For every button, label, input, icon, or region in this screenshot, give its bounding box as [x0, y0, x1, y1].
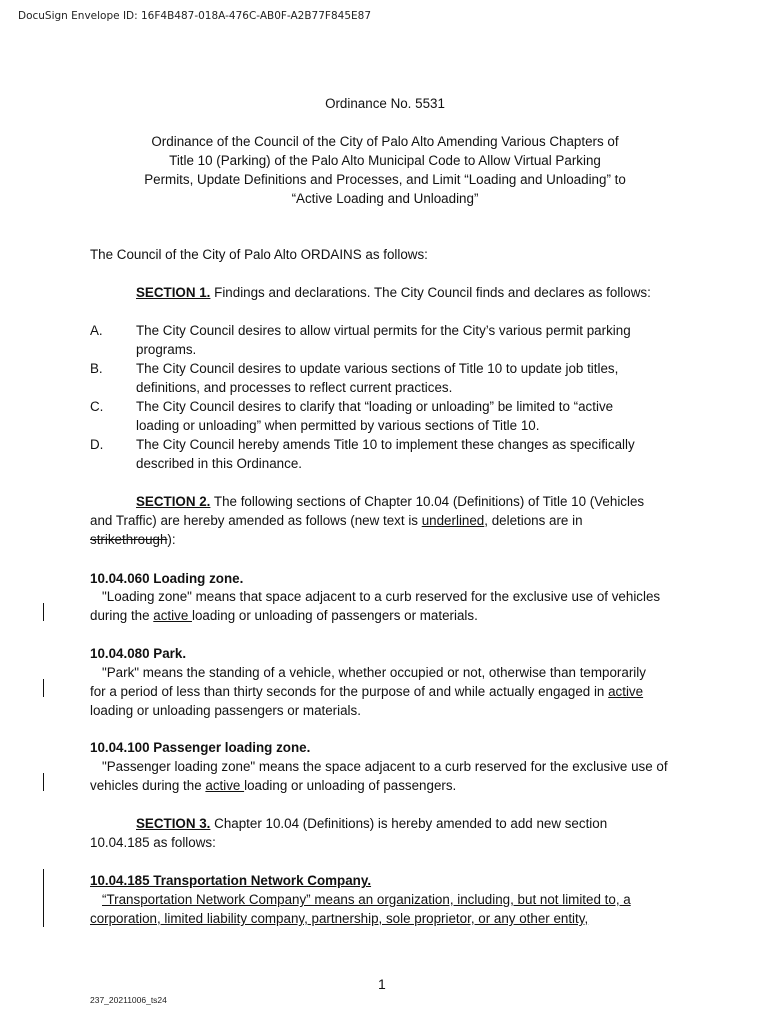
finding-d-letter: D. [90, 437, 104, 452]
section-2-line-2-post: , deletions are in [484, 513, 583, 528]
ordinance-title-line-2: Title 10 (Parking) of the Palo Alto Municipal Code to Allow Virtual Parking [169, 153, 601, 168]
finding-b-line-2: definitions, and processes to reflect current practices. [136, 380, 453, 395]
section-3-text: Chapter 10.04 (Definitions) is hereby amended to add new section [210, 816, 608, 831]
section-2-line-1 [136, 493, 644, 510]
strikethrough-example: strikethrough [90, 532, 168, 547]
finding-c-line-2: loading or unloading” when permitted by various sections of Title 10. [136, 418, 540, 433]
finding-b-letter: B. [90, 361, 103, 376]
section-2-label: SECTION 2. [136, 494, 211, 509]
definition-100-line-2-post: loading or unloading of passengers. [244, 778, 457, 793]
definition-080-line-2-pre: for a period of less than thirty seconds for the purpose of and while actually engaged in [90, 684, 609, 699]
finding-c-letter: C. [90, 399, 104, 414]
ordinance-title-line-1: Ordinance of the Council of the City of Palo Alto Amending Various Chapters of [151, 134, 619, 149]
inserted-text-active: active [205, 778, 245, 793]
definition-060-line-2-pre: during the [90, 608, 154, 623]
definition-060-line-2 [90, 607, 478, 624]
definition-185-line-2: corporation, limited liability company, partnership, sole proprietor, or any other entity, [90, 911, 589, 926]
definition-080-line-1: "Park" means the standing of a vehicle, whether occupied or not, otherwise than temporarily [102, 665, 646, 680]
definition-185-heading: 10.04.185 Transportation Network Company. [90, 873, 372, 888]
change-bar [43, 603, 44, 621]
finding-b-line-1: The City Council desires to update various sections of Title 10 to update job titles, [136, 361, 619, 376]
footer-doc-code: 237_20211006_ts24 [90, 995, 167, 1005]
definition-185-line-1 [90, 891, 631, 908]
section-2-line-3 [90, 531, 176, 548]
inserted-text-active: active [153, 608, 192, 623]
definition-100-heading: 10.04.100 Passenger loading zone. [90, 740, 311, 755]
change-bar [43, 773, 44, 791]
section-1-text: Findings and declarations. The City Council finds and declares as follows: [210, 285, 651, 300]
definition-100-line-2-pre: vehicles during the [90, 778, 206, 793]
definition-100-line-2 [90, 777, 456, 794]
finding-a-line-1: The City Council desires to allow virtual permits for the City’s various permit parking [136, 323, 631, 338]
underlined-example: underlined [421, 513, 485, 528]
intro-statement: The Council of the City of Palo Alto ORDAINS as follows: [90, 247, 428, 262]
ordinance-number: Ordinance No. 5531 [325, 96, 445, 111]
definition-185-line-1-text: “Transportation Network Company” means an organization, including, but not limited to, a [102, 892, 631, 907]
finding-c-line-1: The City Council desires to clarify that “loading or unloading” be limited to “active [136, 399, 614, 414]
definition-080-line-3: loading or unloading passengers or materials. [90, 703, 361, 718]
change-bar [43, 869, 44, 927]
ordinance-title-line-3: Permits, Update Definitions and Processes, and Limit “Loading and Unloading” to [144, 172, 626, 187]
section-3-label: SECTION 3. [136, 816, 211, 831]
finding-a-line-2: programs. [136, 342, 197, 357]
docusign-envelope-id: DocuSign Envelope ID: 16F4B487-018A-476C-AB0F-A2B77F845E87 [18, 10, 371, 22]
finding-d-line-2: described in this Ordinance. [136, 456, 302, 471]
definition-060-heading: 10.04.060 Loading zone. [90, 571, 244, 586]
section-1-label: SECTION 1. [136, 285, 211, 300]
section-2-line-3-post: ): [167, 532, 176, 547]
section-1-heading [136, 284, 651, 301]
finding-a-letter: A. [90, 323, 103, 338]
section-2-text: The following sections of Chapter 10.04 (Definitions) of Title 10 (Vehicles [210, 494, 645, 509]
section-3-line-1 [136, 815, 607, 832]
definition-100-line-1: "Passenger loading zone" means the space adjacent to a curb reserved for the exclusive use of [102, 759, 668, 774]
section-2-line-2-pre: and Traffic) are hereby amended as follows (new text is [90, 513, 422, 528]
definition-060-line-2-post: loading or unloading of passengers or materials. [191, 608, 478, 623]
definition-080-line-2 [90, 683, 643, 700]
section-2-line-2 [90, 512, 583, 529]
ordinance-title-line-4: “Active Loading and Unloading” [291, 191, 479, 206]
finding-d-line-1: The City Council hereby amends Title 10 to implement these changes as specifically [136, 437, 635, 452]
change-bar [43, 679, 44, 697]
definition-080-heading: 10.04.080 Park. [90, 646, 187, 661]
page-number: 1 [378, 976, 386, 992]
inserted-text-active: active [608, 684, 644, 699]
section-3-line-2: 10.04.185 as follows: [90, 835, 216, 850]
definition-060-line-1: "Loading zone" means that space adjacent to a curb reserved for the exclusive use of vehicles [102, 589, 661, 604]
